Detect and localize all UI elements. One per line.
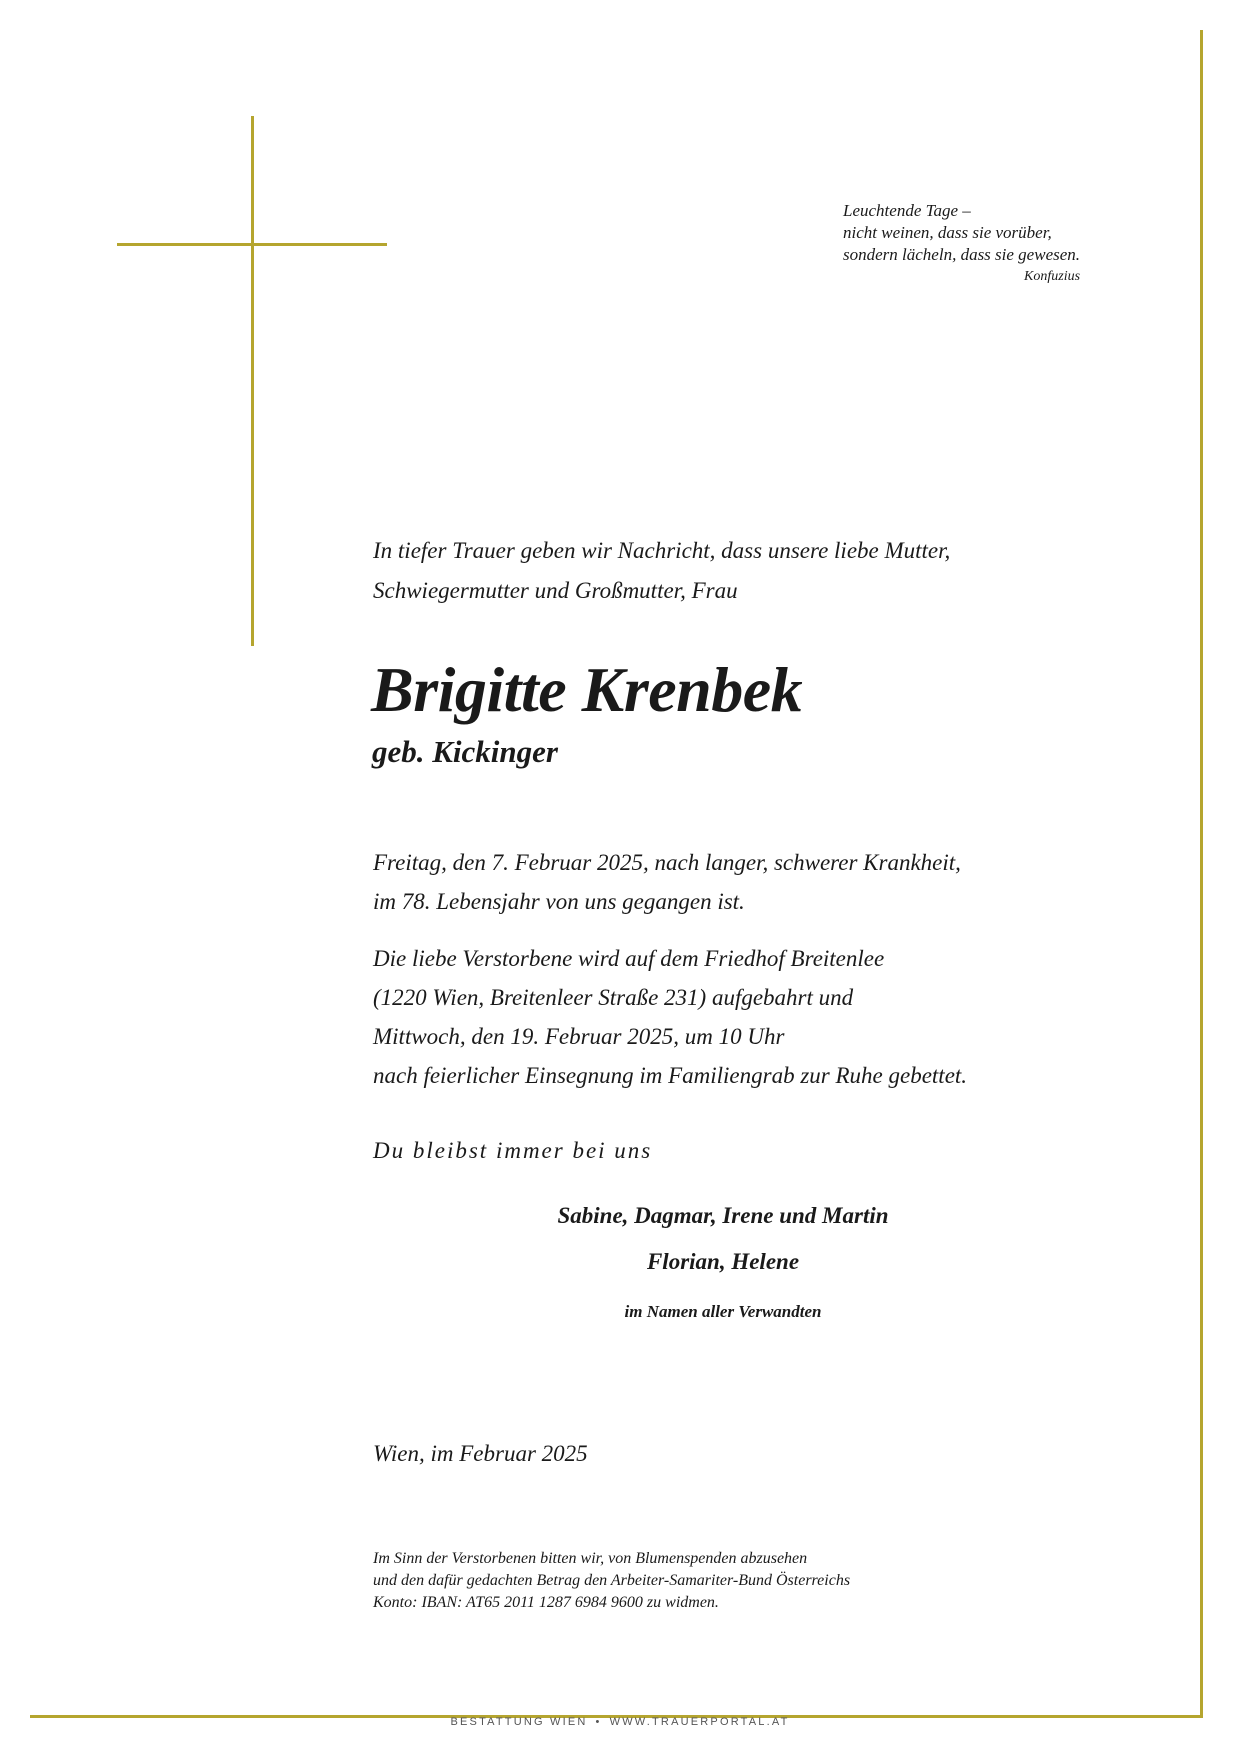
- donation-line: Im Sinn der Verstorbenen bitten wir, von Blumenspenden abzusehen: [373, 1550, 808, 1567]
- funeral-text: [373, 939, 1093, 1095]
- mourners-line: Florian, Helene: [646, 1249, 800, 1274]
- quote-author: Konfuzius: [1024, 269, 1081, 284]
- footer: [0, 1716, 1240, 1728]
- funeral-line: Mittwoch, den 19. Februar 2025, um 10 Uhr: [373, 1024, 785, 1049]
- intro-line: Schwiegermutter und Großmutter, Frau: [373, 578, 738, 603]
- footer-website-link[interactable]: WWW.TRAUERPORTAL.AT: [609, 1716, 790, 1728]
- place-date: Wien, im Februar 2025: [373, 1441, 588, 1466]
- quote-line: sondern lächeln, dass sie gewesen.: [843, 245, 1081, 264]
- passing-line: im 78. Lebensjahr von uns gegangen ist.: [373, 889, 745, 914]
- mourners-subtitle: im Namen aller Verwandten: [624, 1302, 822, 1321]
- intro-line: In tiefer Trauer geben wir Nachricht, dass unsere liebe Mutter,: [373, 538, 951, 563]
- funeral-line: (1220 Wien, Breitenleer Straße 231) aufgebahrt und: [373, 985, 854, 1010]
- donation-note: [373, 1548, 993, 1614]
- cross-icon: [117, 116, 387, 646]
- quote-block: [843, 200, 1080, 288]
- quote-line: nicht weinen, dass sie vorüber,: [843, 223, 1052, 242]
- donation-line: Konto: IBAN: AT65 2011 1287 6984 9600 zu widmen.: [373, 1594, 719, 1611]
- deceased-name: Brigitte Krenbek: [371, 654, 803, 725]
- quote-line: Leuchtende Tage –: [843, 201, 971, 220]
- maiden-name: geb. Kickinger: [372, 734, 558, 769]
- footer-brand: BESTATTUNG WIEN: [450, 1716, 588, 1728]
- frame-right-line: [1200, 30, 1203, 1718]
- motto-text: Du bleibst immer bei uns: [373, 1138, 653, 1163]
- mourners-line: Sabine, Dagmar, Irene und Martin: [557, 1203, 889, 1228]
- mourners-list: [373, 1193, 1073, 1285]
- donation-line: und den dafür gedachten Betrag den Arbeiter-Samariter-Bund Österreichs: [373, 1572, 851, 1589]
- funeral-line: Die liebe Verstorbene wird auf dem Friedhof Breitenlee: [373, 946, 885, 971]
- passing-text: [373, 843, 1093, 921]
- passing-line: Freitag, den 7. Februar 2025, nach langer, schwerer Krankheit,: [373, 850, 961, 875]
- funeral-line: nach feierlicher Einsegnung im Familiengrab zur Ruhe gebettet.: [373, 1063, 968, 1088]
- footer-separator-icon: •: [595, 1716, 602, 1728]
- intro-text: [373, 531, 1093, 611]
